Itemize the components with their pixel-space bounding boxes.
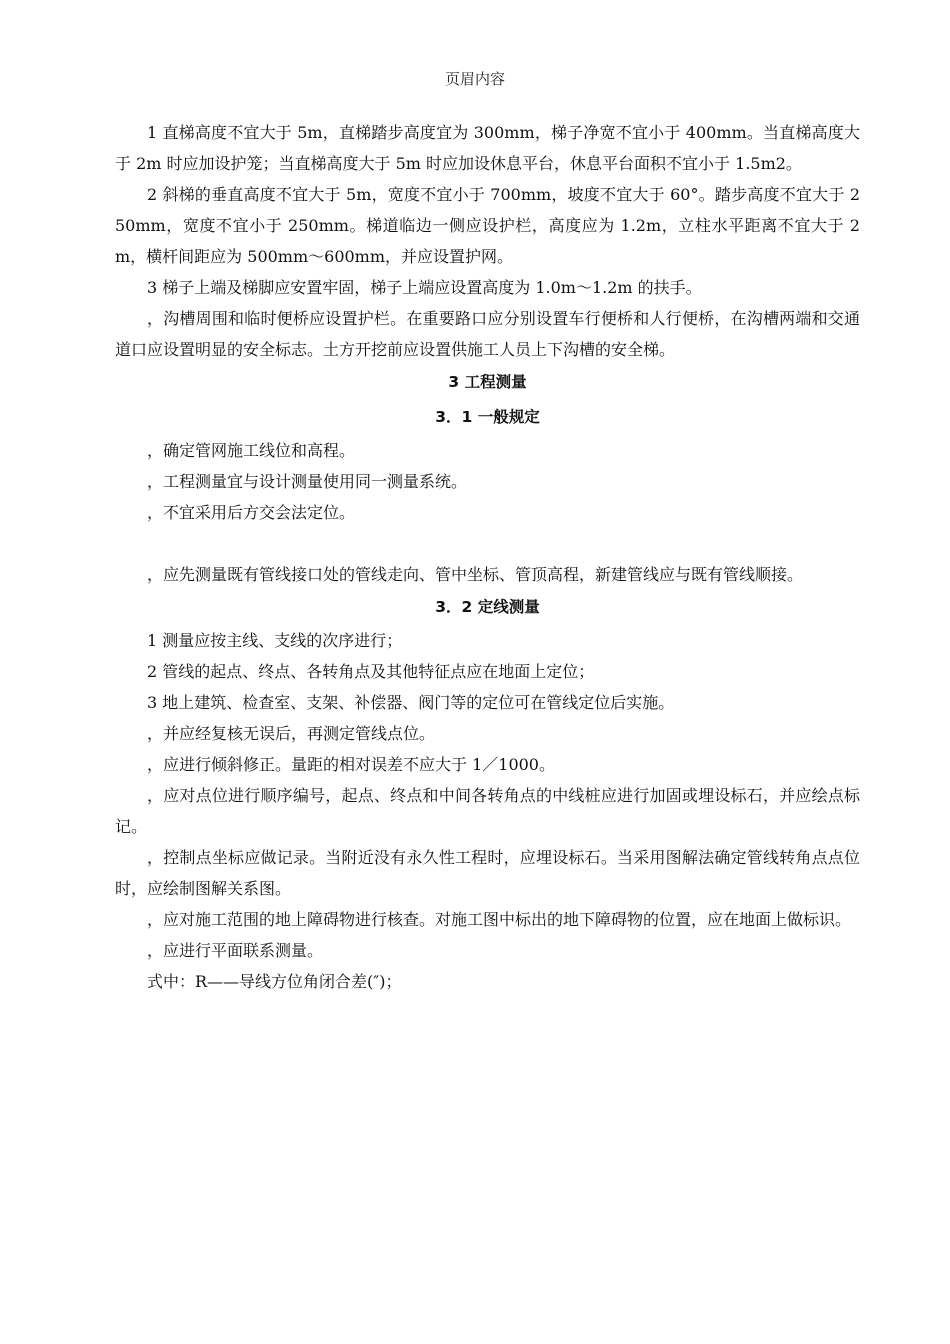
paragraph-point-numbering: ，应对点位进行顺序编号，起点、终点和中间各转角点的中线桩应进行加固或埋设标石，并应绘点标记。 <box>115 786 860 836</box>
paragraph-structures-positioning: 3 地上建筑、检查室、支架、补偿器、阀门等的定位可在管线定位后实施。 <box>147 693 675 712</box>
paragraph-survey-system: ，工程测量宜与设计测量使用同一测量系统。 <box>147 472 468 491</box>
paragraph-ladder-fixing: 3 梯子上端及梯脚应安置牢固，梯子上端应设置高度为 1.0m～1.2m 的扶手。 <box>147 278 702 297</box>
paragraph-feature-points: 2 管线的起点、终点、各转角点及其他特征点应在地面上定位； <box>147 662 595 681</box>
page-header: 页眉内容 <box>444 70 505 88</box>
subsection-heading-line-survey: 3．2 定线测量 <box>435 598 540 616</box>
paragraph-plane-connection: ，应进行平面联系测量。 <box>147 941 324 960</box>
paragraph-existing-pipeline: ，应先测量既有管线接口处的管线走向、管中坐标、管顶高程，新建管线应与既有管线顺接。 <box>147 565 804 584</box>
document-body <box>115 117 860 997</box>
paragraph-control-points: ，控制点坐标应做记录。当附近没有永久性工程时，应埋设标石。当采用图解法确定管线转角点点位时，应绘制图解关系图。 <box>115 848 860 898</box>
paragraph-alignment-elevation: ，确定管网施工线位和高程。 <box>147 441 356 460</box>
section-heading-engineering-survey: 3 工程测量 <box>448 373 527 391</box>
subsection-heading-general: 3．1 一般规定 <box>435 408 540 426</box>
paragraph-resection: ，不宜采用后方交会法定位。 <box>147 503 356 522</box>
blank-line <box>115 528 860 559</box>
paragraph-obstacles: ，应对施工范围的地上障碍物进行核查。对施工图中标出的地下障碍物的位置，应在地面上做标识。 <box>147 910 852 929</box>
paragraph-tilt-correction: ，应进行倾斜修正。量距的相对误差不应大于 1／1000。 <box>147 755 555 774</box>
paragraph-inclined-ladder: 2 斜梯的垂直高度不宜大于 5m，宽度不宜小于 700mm，坡度不宜大于 60°。踏步高度不宜大于 250mm，宽度不宜小于 250mm。梯道临边一侧应设护栏，高度应为 1.2m，立柱水平距离不宜大于 2m，横杆间距应为 500mm～600mm，并应设置护网。 <box>115 185 860 266</box>
paragraph-recheck: ，并应经复核无误后，再测定管线点位。 <box>147 724 436 743</box>
paragraph-straight-ladder: 1 直梯高度不宜大于 5m，直梯踏步高度宜为 300mm，梯子净宽不宜小于 400mm。当直梯高度大于 2m 时应加设护笼；当直梯高度大于 5m 时应加设休息平台，休息平台面积不宜小于 1.5m2。 <box>115 123 860 173</box>
paragraph-trench-guardrail: ，沟槽周围和临时便桥应设置护栏。在重要路口应分别设置车行便桥和人行便桥，在沟槽两端和交通道口应设置明显的安全标志。土方开挖前应设置供施工人员上下沟槽的安全梯。 <box>115 309 860 359</box>
paragraph-survey-order: 1 测量应按主线、支线的次序进行； <box>147 631 403 650</box>
paragraph-formula-note: 式中：R——导线方位角闭合差(″)； <box>147 972 402 991</box>
